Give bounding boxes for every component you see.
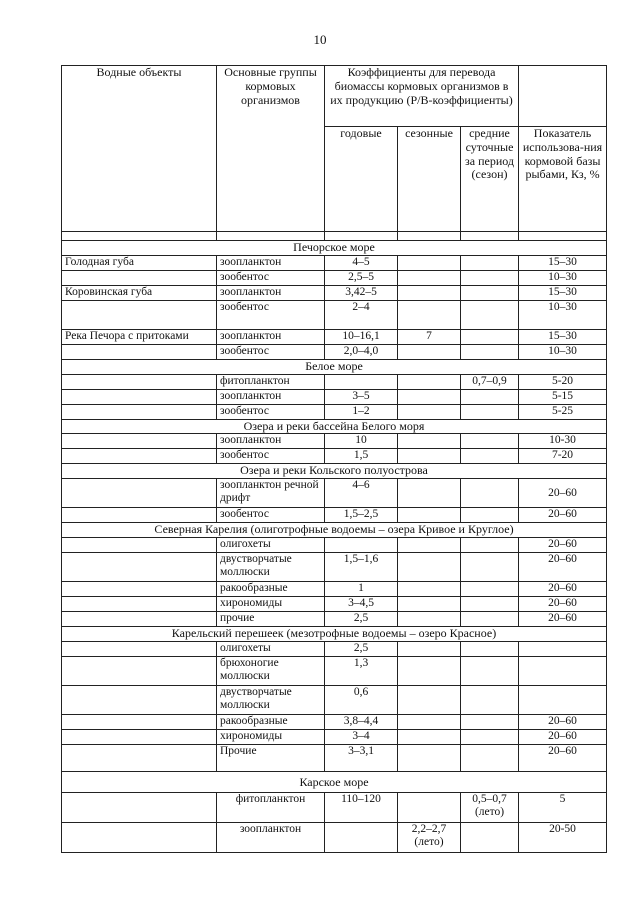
cell-index: 15–30 xyxy=(519,329,607,344)
cell-seasonal xyxy=(398,537,461,552)
cell-daily xyxy=(461,714,519,729)
cell-index: 20–60 xyxy=(519,714,607,729)
cell-index: 20–60 xyxy=(519,596,607,611)
cell-group: олигохеты xyxy=(217,641,325,656)
cell-annual: 3,8–4,4 xyxy=(325,714,398,729)
cell-group: зоопланктон xyxy=(217,822,325,852)
cell-daily xyxy=(461,270,519,285)
cell-daily xyxy=(461,404,519,419)
cell-annual: 4–5 xyxy=(325,255,398,270)
cell-index: 10–30 xyxy=(519,270,607,285)
cell-annual: 1,5–2,5 xyxy=(325,508,398,523)
cell-seasonal xyxy=(398,744,461,771)
cell-object xyxy=(62,656,217,685)
table-row xyxy=(62,714,607,729)
cell-index: 20–60 xyxy=(519,581,607,596)
cell-group: зообентос xyxy=(217,508,325,523)
cell-object xyxy=(62,479,217,508)
table-row xyxy=(62,729,607,744)
cell-object xyxy=(62,744,217,771)
table-row xyxy=(62,611,607,626)
section-row xyxy=(62,523,607,538)
section-row xyxy=(62,464,607,479)
cell-index: 5 xyxy=(519,792,607,822)
section-north-karelia: Северная Карелия (олиготрофные водоемы – озера Кривое и Круглое) xyxy=(62,523,607,538)
header-groups: Основные группы кормовых организмов xyxy=(217,66,325,232)
cell-annual: 1,3 xyxy=(325,656,398,685)
cell-daily xyxy=(461,255,519,270)
cell-annual: 10 xyxy=(325,434,398,449)
cell-object xyxy=(62,714,217,729)
cell-object xyxy=(62,792,217,822)
cell-group: Прочие xyxy=(217,744,325,771)
cell-daily xyxy=(461,656,519,685)
cell-annual: 2–4 xyxy=(325,300,398,329)
cell-seasonal xyxy=(398,270,461,285)
cell-index: 5-25 xyxy=(519,404,607,419)
cell-group: брюхоногие моллюски xyxy=(217,656,325,685)
cell-annual: 3–5 xyxy=(325,389,398,404)
cell-index: 20–60 xyxy=(519,537,607,552)
section-row xyxy=(62,359,607,374)
cell-seasonal xyxy=(398,714,461,729)
header-seasonal: сезонные xyxy=(398,127,461,232)
cell-object: Голодная губа xyxy=(62,255,217,270)
cell-annual: 2,0–4,0 xyxy=(325,344,398,359)
cell-annual: 3–4,5 xyxy=(325,596,398,611)
table-row xyxy=(62,792,607,822)
header-annual: годовые xyxy=(325,127,398,232)
cell-annual: 10–16,1 xyxy=(325,329,398,344)
cell-annual xyxy=(325,374,398,389)
table-row xyxy=(62,404,607,419)
cell-group: двустворчатые моллюски xyxy=(217,685,325,714)
cell-index: 20–60 xyxy=(519,552,607,581)
cell-annual: 1,5–1,6 xyxy=(325,552,398,581)
table-row xyxy=(62,285,607,300)
table-row xyxy=(62,581,607,596)
cell-group: ракообразные xyxy=(217,581,325,596)
cell-daily xyxy=(461,434,519,449)
cell-seasonal xyxy=(398,641,461,656)
header-blank xyxy=(519,66,607,127)
table-row xyxy=(62,434,607,449)
cell-seasonal xyxy=(398,479,461,508)
cell-annual: 1,5 xyxy=(325,449,398,464)
cell-object xyxy=(62,449,217,464)
cell-index: 20–60 xyxy=(519,479,607,508)
cell-daily xyxy=(461,729,519,744)
cell-index xyxy=(519,685,607,714)
cell-seasonal xyxy=(398,404,461,419)
cell-seasonal xyxy=(398,449,461,464)
cell-daily xyxy=(461,479,519,508)
cell-group: зоопланктон xyxy=(217,434,325,449)
cell-seasonal: 2,2–2,7 (лето) xyxy=(398,822,461,852)
cell-daily xyxy=(461,552,519,581)
table-row xyxy=(62,300,607,329)
cell-annual: 4–6 xyxy=(325,479,398,508)
cell-index: 15–30 xyxy=(519,255,607,270)
cell-annual: 2,5 xyxy=(325,611,398,626)
cell-annual: 2,5–5 xyxy=(325,270,398,285)
header-daily: средние суточные за период (сезон) xyxy=(461,127,519,232)
header-coefficients: Коэффициенты для перевода биомассы кормовых организмов в их продукцию (Р/В-коэффициенты) xyxy=(325,66,519,127)
cell-group: хирономиды xyxy=(217,596,325,611)
cell-group: зоопланктон xyxy=(217,329,325,344)
cell-annual: 1 xyxy=(325,581,398,596)
cell-daily xyxy=(461,300,519,329)
section-kara-sea: Карское море xyxy=(62,771,607,792)
cell-object xyxy=(62,641,217,656)
cell-object xyxy=(62,270,217,285)
cell-index: 7-20 xyxy=(519,449,607,464)
cell-group: прочие xyxy=(217,611,325,626)
cell-daily xyxy=(461,508,519,523)
cell-group: фитопланктон xyxy=(217,374,325,389)
cell-seasonal xyxy=(398,596,461,611)
cell-seasonal xyxy=(398,285,461,300)
cell-group: олигохеты xyxy=(217,537,325,552)
cell-object xyxy=(62,611,217,626)
cell-daily xyxy=(461,611,519,626)
cell-seasonal xyxy=(398,255,461,270)
cell-daily xyxy=(461,389,519,404)
table-row xyxy=(62,449,607,464)
cell-index xyxy=(519,656,607,685)
cell-object xyxy=(62,404,217,419)
cell-seasonal xyxy=(398,729,461,744)
section-row xyxy=(62,626,607,641)
cell-index: 20–60 xyxy=(519,611,607,626)
section-row xyxy=(62,419,607,434)
cell-group: зообентос xyxy=(217,270,325,285)
table-row xyxy=(62,656,607,685)
table-row xyxy=(62,255,607,270)
cell-object xyxy=(62,581,217,596)
cell-daily xyxy=(461,744,519,771)
cell-annual: 110–120 xyxy=(325,792,398,822)
table-row xyxy=(62,744,607,771)
table-row xyxy=(62,374,607,389)
cell-object xyxy=(62,552,217,581)
cell-seasonal: 7 xyxy=(398,329,461,344)
cell-daily: 0,5–0,7 (лето) xyxy=(461,792,519,822)
cell-daily xyxy=(461,449,519,464)
cell-object xyxy=(62,344,217,359)
pb-coefficients-table xyxy=(61,65,607,853)
cell-object xyxy=(62,389,217,404)
cell-seasonal xyxy=(398,581,461,596)
cell-object xyxy=(62,537,217,552)
cell-annual xyxy=(325,822,398,852)
cell-seasonal xyxy=(398,434,461,449)
cell-daily xyxy=(461,329,519,344)
section-pechora: Печорское море xyxy=(62,241,607,256)
cell-daily xyxy=(461,822,519,852)
cell-group: двустворчатые моллюски xyxy=(217,552,325,581)
cell-seasonal xyxy=(398,552,461,581)
cell-group: зоопланктон xyxy=(217,285,325,300)
cell-object: Река Печора с притоками xyxy=(62,329,217,344)
cell-object xyxy=(62,374,217,389)
cell-object xyxy=(62,685,217,714)
cell-index xyxy=(519,641,607,656)
table-row xyxy=(62,822,607,852)
cell-index: 20-50 xyxy=(519,822,607,852)
table-row xyxy=(62,641,607,656)
cell-seasonal xyxy=(398,656,461,685)
cell-index: 20–60 xyxy=(519,729,607,744)
cell-group: хирономиды xyxy=(217,729,325,744)
cell-index: 5-15 xyxy=(519,389,607,404)
cell-seasonal xyxy=(398,389,461,404)
header-water-objects: Водные объекты xyxy=(62,66,217,232)
cell-daily xyxy=(461,581,519,596)
cell-group: зообентос xyxy=(217,404,325,419)
cell-group: зоопланктон xyxy=(217,255,325,270)
cell-daily xyxy=(461,685,519,714)
section-kola: Озера и реки Кольского полуострова xyxy=(62,464,607,479)
cell-seasonal xyxy=(398,374,461,389)
cell-seasonal xyxy=(398,611,461,626)
cell-daily xyxy=(461,641,519,656)
cell-annual xyxy=(325,537,398,552)
cell-index: 15–30 xyxy=(519,285,607,300)
cell-group: зообентос xyxy=(217,344,325,359)
cell-index: 20–60 xyxy=(519,744,607,771)
cell-seasonal xyxy=(398,508,461,523)
table-row xyxy=(62,685,607,714)
header-index: Показатель использова-ния кормовой базы рыбами, Кз, % xyxy=(519,127,607,232)
cell-group: фитопланктон xyxy=(217,792,325,822)
table-row xyxy=(62,329,607,344)
section-white-sea: Белое море xyxy=(62,359,607,374)
cell-annual: 3,42–5 xyxy=(325,285,398,300)
cell-daily xyxy=(461,285,519,300)
cell-seasonal xyxy=(398,344,461,359)
table-row xyxy=(62,389,607,404)
cell-index: 10–30 xyxy=(519,300,607,329)
cell-annual: 3–3,1 xyxy=(325,744,398,771)
cell-daily xyxy=(461,537,519,552)
cell-group: зообентос xyxy=(217,449,325,464)
cell-index: 10-30 xyxy=(519,434,607,449)
table-row xyxy=(62,479,607,508)
cell-object xyxy=(62,508,217,523)
cell-daily: 0,7–0,9 xyxy=(461,374,519,389)
table-row xyxy=(62,344,607,359)
cell-daily xyxy=(461,596,519,611)
cell-index: 5-20 xyxy=(519,374,607,389)
section-karelian-isthmus: Карельский перешеек (мезотрофные водоемы – озеро Красное) xyxy=(62,626,607,641)
cell-object xyxy=(62,596,217,611)
cell-annual: 1–2 xyxy=(325,404,398,419)
cell-index: 20–60 xyxy=(519,508,607,523)
cell-seasonal xyxy=(398,300,461,329)
table-row xyxy=(62,270,607,285)
section-white-sea-lakes: Озера и реки бассейна Белого моря xyxy=(62,419,607,434)
cell-group: зоопланктон речной дрифт xyxy=(217,479,325,508)
cell-seasonal xyxy=(398,685,461,714)
cell-object xyxy=(62,729,217,744)
cell-seasonal xyxy=(398,792,461,822)
cell-object: Коровинская губа xyxy=(62,285,217,300)
cell-group: зообентос xyxy=(217,300,325,329)
cell-index: 10–30 xyxy=(519,344,607,359)
table-row xyxy=(62,596,607,611)
table-row xyxy=(62,537,607,552)
cell-object xyxy=(62,822,217,852)
cell-object xyxy=(62,300,217,329)
section-row xyxy=(62,241,607,256)
section-row xyxy=(62,771,607,792)
cell-annual: 3–4 xyxy=(325,729,398,744)
cell-object xyxy=(62,434,217,449)
cell-group: ракообразные xyxy=(217,714,325,729)
table-row xyxy=(62,508,607,523)
cell-annual: 0,6 xyxy=(325,685,398,714)
cell-daily xyxy=(461,344,519,359)
page-number: 10 xyxy=(313,32,327,47)
cell-annual: 2,5 xyxy=(325,641,398,656)
cell-group: зоопланктон xyxy=(217,389,325,404)
table-row xyxy=(62,552,607,581)
